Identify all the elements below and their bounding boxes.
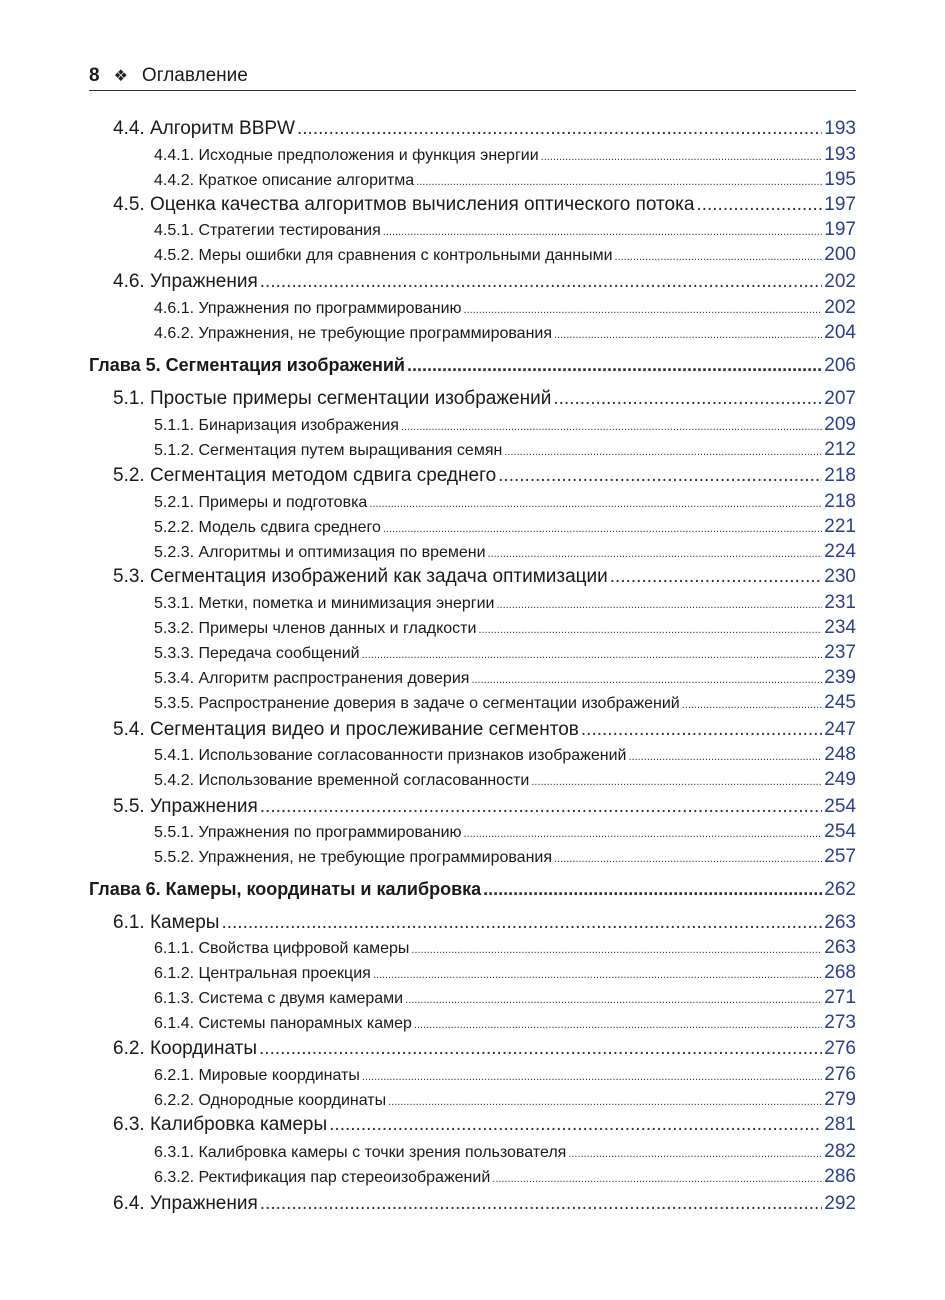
toc-entry-title: 6.1.1. Свойства цифровой камеры: [154, 940, 410, 957]
toc-subsection: [154, 846, 856, 868]
toc-entry-title: 4.5. Оценка качества алгоритмов вычисления оптического потока: [113, 194, 695, 215]
toc-page-number: 195: [824, 169, 856, 190]
dot-leader: [682, 699, 823, 711]
toc-entry-title: 5.3.5. Распространение доверия в задаче о сегментации изображений: [154, 695, 680, 712]
toc-page-number: 276: [824, 1064, 856, 1085]
toc-subsection: [154, 1166, 856, 1188]
toc-subsection: [154, 541, 856, 563]
toc-page-number: 212: [824, 439, 856, 460]
dot-leader: [383, 226, 823, 238]
dot-leader: [407, 355, 822, 376]
toc-page-number: 254: [824, 821, 856, 842]
toc-subsection: [154, 297, 856, 319]
toc-page-number: 206: [824, 355, 856, 376]
toc-page-number: 247: [824, 719, 856, 740]
toc-subsection: [154, 692, 856, 714]
toc-page-number: 193: [824, 118, 856, 139]
dot-leader: [554, 329, 822, 341]
toc-entry-title: 6.1.2. Центральная проекция: [154, 965, 371, 982]
toc-entry-title: 5.4.1. Использование согласованности признаков изображений: [154, 747, 627, 764]
toc-entry-title: 6.1.3. Система с двумя камерами: [154, 990, 404, 1007]
toc-subsection: [154, 516, 856, 538]
ornament-icon: ❖: [113, 68, 128, 85]
toc-entry-title: Глава 5. Сегментация изображений: [89, 355, 405, 375]
dot-leader: [554, 853, 822, 865]
toc-entry-title: 4.5.1. Стратегии тестирования: [154, 222, 381, 239]
dot-leader: [610, 566, 823, 588]
toc-entry-title: 6.3.1. Калибровка камеры с точки зрения пользователя: [154, 1144, 567, 1161]
toc-entry-title: 6.3.2. Ректификация пар стереоизображений: [154, 1169, 491, 1186]
toc-section: [113, 1193, 856, 1215]
toc-page-number: 257: [824, 846, 856, 867]
toc-page-number: 231: [824, 592, 856, 613]
dot-leader: [259, 1038, 822, 1060]
toc-subsection: [154, 1012, 856, 1034]
dot-leader: [260, 271, 823, 293]
dot-leader: [553, 388, 822, 410]
toc-page-number: 263: [824, 912, 856, 933]
toc-section: [113, 388, 856, 410]
toc-page-number: 262: [824, 879, 856, 900]
toc-entry-title: 5.1.2. Сегментация путем выращивания семян: [154, 442, 503, 459]
dot-leader: [628, 751, 822, 763]
toc-subsection: [154, 962, 856, 984]
dot-leader: [568, 1148, 822, 1160]
toc-entry-title: 5.4.2. Использование временной согласованности: [154, 772, 530, 789]
dot-leader: [696, 194, 822, 216]
toc-page-number: 282: [824, 1141, 856, 1162]
toc-entry-title: 5.3. Сегментация изображений как задача оптимизации: [113, 566, 608, 587]
toc-entry-title: 5.3.4. Алгоритм распространения доверия: [154, 670, 470, 687]
dot-leader: [362, 1071, 822, 1083]
toc-entry-title: 6.2.1. Мировые координаты: [154, 1067, 360, 1084]
toc-subsection: [154, 937, 856, 959]
toc-page-number: 197: [824, 194, 856, 215]
toc-section: [113, 271, 856, 293]
dot-leader: [405, 994, 822, 1006]
toc-subsection: [154, 322, 856, 344]
toc-section: [113, 118, 856, 140]
toc-entry-title: 6.4. Упражнения: [113, 1193, 258, 1214]
toc-section: [113, 719, 856, 741]
toc-entry-title: 4.6. Упражнения: [113, 271, 258, 292]
running-title: Оглавление: [141, 65, 248, 86]
dot-leader: [498, 465, 822, 487]
toc-entry-title: 6.3. Калибровка камеры: [113, 1114, 328, 1135]
toc-entry-title: 6.1. Камеры: [113, 912, 220, 933]
toc-entry-title: 6.2. Координаты: [113, 1038, 258, 1059]
dot-leader: [373, 969, 822, 981]
dot-leader: [369, 498, 822, 510]
toc-page-number: 230: [824, 566, 856, 587]
toc-page-number: 237: [824, 642, 856, 663]
dot-leader: [401, 421, 822, 433]
toc-entry-title: 6.1.4. Системы панорамных камер: [154, 1015, 412, 1032]
toc-entry-title: 5.2.2. Модель сдвига среднего: [154, 519, 381, 536]
toc-page-number: 263: [824, 937, 856, 958]
dot-leader: [329, 1114, 822, 1136]
toc-entry-title: 4.6.2. Упражнения, не требующие программирования: [154, 325, 553, 342]
toc-page-number: 248: [824, 744, 856, 765]
toc-subsection: [154, 414, 856, 436]
toc-subsection: [154, 491, 856, 513]
toc-page-number: 239: [824, 667, 856, 688]
toc-page-number: 193: [824, 144, 856, 165]
toc-entry-title: 5.5.1. Упражнения по программированию: [154, 824, 462, 841]
toc-entry-title: 5.1.1. Бинаризация изображения: [154, 417, 399, 434]
dot-leader: [615, 251, 823, 263]
toc-page-number: 218: [824, 491, 856, 512]
toc-page-number: 224: [824, 541, 856, 562]
toc-entry-title: 4.6.1. Упражнения по программированию: [154, 300, 462, 317]
toc-entry-title: 6.2.2. Однородные координаты: [154, 1092, 387, 1109]
dot-leader: [297, 118, 822, 140]
toc-page-number: 271: [824, 987, 856, 1008]
dot-leader: [471, 674, 822, 686]
toc-entry-title: 4.5.2. Меры ошибки для сравнения с контрольными данными: [154, 247, 613, 264]
toc-section: [113, 912, 856, 934]
dot-leader: [496, 599, 822, 611]
toc-page-number: 273: [824, 1012, 856, 1033]
toc-section: [113, 194, 856, 216]
dot-leader: [483, 879, 822, 900]
toc-subsection: [154, 169, 856, 191]
toc-page-number: 202: [824, 271, 856, 292]
page-number: 8: [89, 65, 100, 86]
toc-entry-title: 5.5.2. Упражнения, не требующие программирования: [154, 849, 553, 866]
dot-leader: [260, 1193, 823, 1215]
toc-section: [113, 796, 856, 818]
dot-leader: [531, 776, 822, 788]
toc-page-number: 234: [824, 617, 856, 638]
dot-leader: [464, 828, 823, 840]
toc-subsection: [154, 617, 856, 639]
toc-page-number: 207: [824, 388, 856, 409]
toc-page-number: 209: [824, 414, 856, 435]
toc-entry-title: 5.2.3. Алгоритмы и оптимизация по времени: [154, 544, 486, 561]
dot-leader: [260, 796, 823, 818]
dot-leader: [464, 304, 823, 316]
toc-subsection: [154, 821, 856, 843]
toc-page-number: 200: [824, 244, 856, 265]
dot-leader: [388, 1096, 822, 1108]
dot-leader: [221, 912, 822, 934]
toc-page-number: 245: [824, 692, 856, 713]
dot-leader: [362, 649, 823, 661]
toc-entry-title: 5.2. Сегментация методом сдвига среднего: [113, 465, 497, 486]
toc-entry-title: 5.3.2. Примеры членов данных и гладкости: [154, 620, 477, 637]
toc-section: [113, 566, 856, 588]
toc-entry-title: 5.3.3. Передача сообщений: [154, 645, 360, 662]
toc-subsection: [154, 219, 856, 241]
toc-page-number: 221: [824, 516, 856, 537]
toc-page-number: 276: [824, 1038, 856, 1059]
toc-page-number: 268: [824, 962, 856, 983]
toc-section: [113, 465, 856, 487]
dot-leader: [411, 944, 822, 956]
toc-subsection: [154, 1064, 856, 1086]
toc-subsection: [154, 144, 856, 166]
dot-leader: [414, 1019, 822, 1031]
dot-leader: [488, 548, 823, 560]
toc-subsection: [154, 439, 856, 461]
toc-entry-title: 5.2.1. Примеры и подготовка: [154, 494, 368, 511]
toc-section: [113, 1038, 856, 1060]
dot-leader: [383, 523, 822, 535]
toc-subsection: [154, 642, 856, 664]
dot-leader: [541, 151, 823, 163]
toc-page-number: 254: [824, 796, 856, 817]
toc-subsection: [154, 769, 856, 791]
toc-subsection: [154, 667, 856, 689]
dot-leader: [492, 1173, 822, 1185]
toc-entry-title: 4.4.1. Исходные предположения и функция энергии: [154, 147, 539, 164]
toc-page-number: 249: [824, 769, 856, 790]
toc-chapter: [89, 355, 856, 377]
toc-entry-title: 5.4. Сегментация видео и прослеживание сегментов: [113, 719, 579, 740]
toc-section: [113, 1114, 856, 1136]
toc-entry-title: 5.3.1. Метки, пометка и минимизация энергии: [154, 595, 495, 612]
toc-subsection: [154, 1089, 856, 1111]
dot-leader: [581, 719, 822, 741]
toc-subsection: [154, 1141, 856, 1163]
toc-chapter: [89, 879, 856, 901]
toc-subsection: [154, 744, 856, 766]
toc-page-number: 292: [824, 1193, 856, 1214]
toc-entry-title: 4.4.2. Краткое описание алгоритма: [154, 172, 415, 189]
toc-page-number: 286: [824, 1166, 856, 1187]
toc-subsection: [154, 592, 856, 614]
toc-entry-title: 4.4. Алгоритм BBPW: [113, 118, 295, 139]
toc-page-number: 218: [824, 465, 856, 486]
toc-page-number: 197: [824, 219, 856, 240]
dot-leader: [416, 176, 822, 188]
toc-page-number: 204: [824, 322, 856, 343]
dot-leader: [478, 624, 822, 636]
toc-entry-title: Глава 6. Камеры, координаты и калибровка: [89, 879, 482, 899]
toc-page-number: 202: [824, 297, 856, 318]
toc-subsection: [154, 244, 856, 266]
toc-entry-title: 5.1. Простые примеры сегментации изображений: [113, 388, 552, 409]
toc-entry-title: 5.5. Упражнения: [113, 796, 258, 817]
toc-page-number: 279: [824, 1089, 856, 1110]
toc-subsection: [154, 987, 856, 1009]
toc-page-number: 281: [824, 1114, 856, 1135]
dot-leader: [504, 446, 822, 458]
